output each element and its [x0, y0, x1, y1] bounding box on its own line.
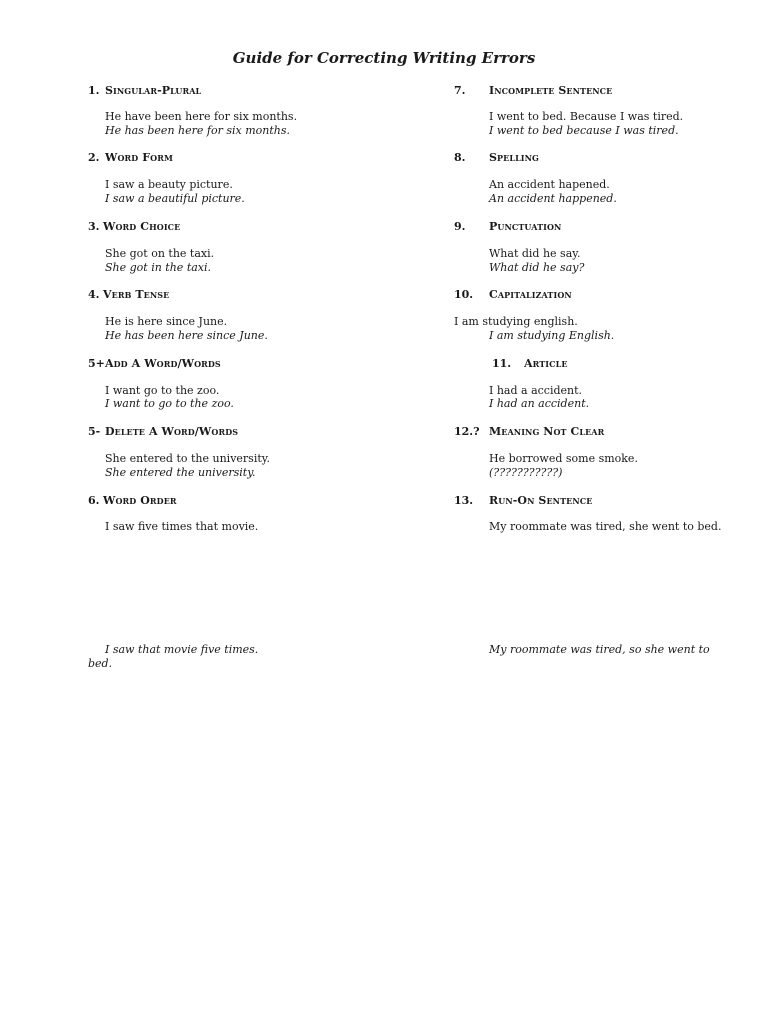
item-number: 1. — [88, 84, 100, 97]
item-number: 13. — [454, 494, 474, 507]
item-heading: Incomplete Sentence — [489, 84, 613, 97]
corrected-example: An accident happened. — [489, 192, 617, 205]
item-heading: Word Order — [103, 494, 177, 507]
item-number: 3. — [88, 220, 100, 233]
corrected-example: I had an accident. — [489, 397, 590, 410]
corrected-example: I am studying English. — [489, 329, 615, 342]
corrected-example: He has been here for six months. — [105, 124, 290, 137]
item-number: 9. — [454, 220, 466, 233]
error-example: I went to bed. Because I was tired. — [489, 110, 684, 123]
item-heading: Word Choice — [103, 220, 181, 233]
item-heading: Singular-Plural — [105, 84, 202, 97]
corrected-example: She entered the university. — [105, 466, 256, 479]
item-number: 2. — [88, 151, 100, 164]
item-heading: Punctuation — [489, 220, 562, 233]
item-number: 12.? — [454, 425, 480, 438]
corrected-example: I want to go to the zoo. — [105, 397, 234, 410]
error-example: She entered to the university. — [105, 452, 271, 465]
item-heading: Article — [524, 357, 568, 370]
error-example: What did he say. — [489, 247, 581, 260]
item-heading: Word Form — [105, 151, 173, 164]
item-number: 10. — [454, 288, 474, 301]
error-example: An accident hapened. — [489, 178, 610, 191]
item-heading: Add A Word/Words — [105, 357, 221, 370]
corrected-example: I saw that movie five times. — [105, 643, 259, 656]
corrected-example: He has been here since June. — [105, 329, 268, 342]
error-example: I saw a beauty picture. — [105, 178, 233, 191]
item-number: 5+ — [88, 357, 105, 370]
item-heading: Run-On Sentence — [489, 494, 593, 507]
corrected-example: (???????????) — [489, 466, 563, 479]
corrected-example: What did he say? — [489, 261, 585, 274]
item-number: 6. — [88, 494, 100, 507]
item-heading: Meaning Not Clear — [489, 425, 605, 438]
item-heading: Capitalization — [489, 288, 572, 301]
error-example: I am studying english. — [454, 315, 578, 328]
corrected-example: My roommate was tired, so she went to — [489, 643, 710, 656]
corrected-example: She got in the taxi. — [105, 261, 212, 274]
error-example: My roommate was tired, she went to bed. — [489, 520, 722, 533]
corrected-example-wrap: bed. — [88, 657, 113, 670]
error-example: He is here since June. — [105, 315, 228, 328]
item-number: 7. — [454, 84, 466, 97]
item-heading: Delete A Word/Words — [105, 425, 239, 438]
error-example: I want go to the zoo. — [105, 384, 220, 397]
error-example: He borrowed some smoke. — [489, 452, 638, 465]
page-title: Guide for Correcting Writing Errors — [232, 49, 536, 67]
corrected-example: I saw a beautiful picture. — [105, 192, 245, 205]
item-heading: Spelling — [489, 151, 539, 164]
error-example: I had a accident. — [489, 384, 583, 397]
item-heading: Verb Tense — [103, 288, 170, 301]
item-number: 5- — [88, 425, 101, 438]
error-example: He have been here for six months. — [105, 110, 298, 123]
error-example: I saw five times that movie. — [105, 520, 259, 533]
item-number: 11. — [492, 357, 512, 370]
error-example: She got on the taxi. — [105, 247, 215, 260]
item-number: 4. — [88, 288, 100, 301]
corrected-example: I went to bed because I was tired. — [489, 124, 679, 137]
item-number: 8. — [454, 151, 466, 164]
